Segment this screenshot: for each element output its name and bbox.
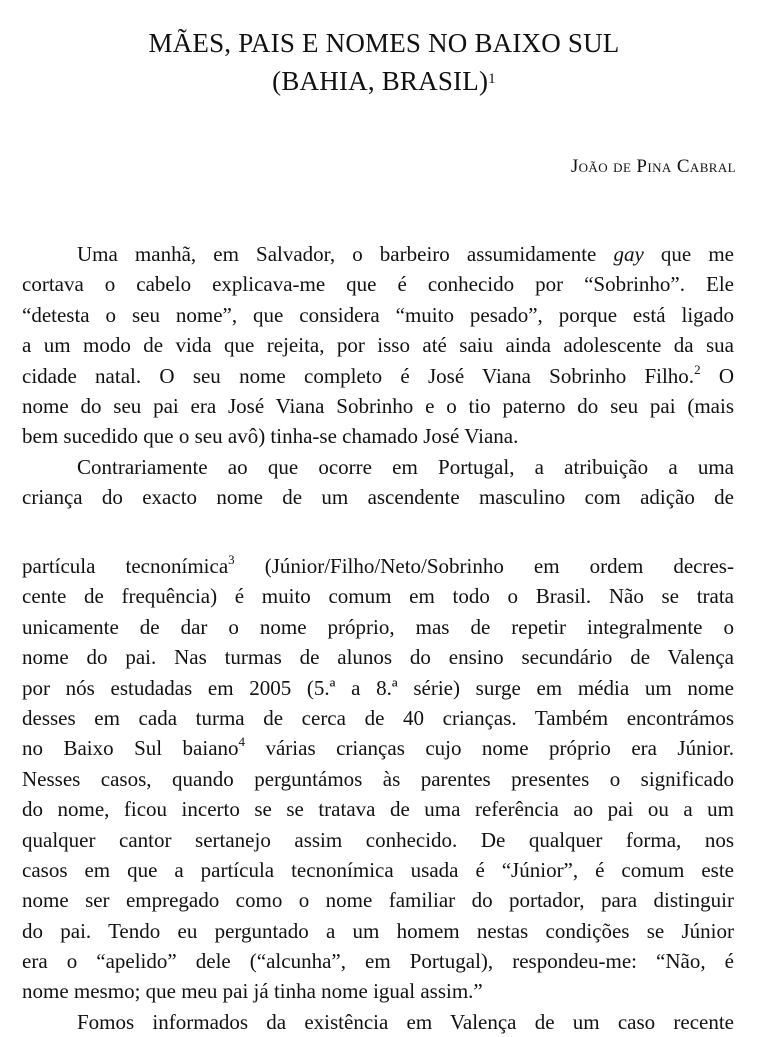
text-line: nome ser empregado como o nome familiar do portador, para distinguir	[22, 888, 734, 913]
text-line: qualquer cantor sertanejo assim conhecido. De qualquer forma, nos	[22, 827, 734, 852]
paragraph-block-1	[22, 239, 734, 513]
text-line: unicamente de dar o nome próprio, mas de repetir integralmente o	[22, 614, 734, 639]
article-title-line-2	[0, 64, 768, 98]
text-line: Uma manhã, em Salvador, o barbeiro assumidamente gay que me	[77, 242, 734, 266]
text-line: desses em cada turma de cerca de 40 crianças. Também encontrámos	[22, 705, 734, 730]
text-line: era o “apelido” dele (“alcunha”, em Portugal), respondeu-me: “Não, é	[22, 949, 734, 974]
author-name: João de Pina Cabral	[570, 156, 736, 177]
footnote-marker-3: 3	[228, 552, 235, 567]
footnote-marker-4: 4	[238, 734, 246, 750]
article-title-line-1	[0, 26, 768, 60]
text-line: Nesses casos, quando perguntámos às parentes presentes o significado	[22, 766, 734, 791]
title-footnote-marker: 1	[488, 71, 496, 87]
text-line: partícula tecnonímica$^3$ (Júnior/Filho/Neto/Sobrinho em ordem decres-	[22, 552, 734, 578]
text-line: cente de frequência) é muito comum em todo o Brasil. Não se trata	[22, 584, 734, 609]
text-line: a um modo de vida que rejeita, por isso até saiu ainda adolescente da sua	[22, 333, 734, 358]
text-line: nome mesmo; que meu pai já tinha nome igual assim.”	[22, 979, 483, 1004]
text-line: Fomos informados da existência em Valença de um caso recente	[77, 1009, 734, 1034]
italic-word: gay	[613, 242, 644, 266]
text-line: do nome, ficou incerto se se tratava de uma referência ao pai ou a um	[22, 797, 734, 822]
text-line: nome do pai. Nas turmas de alunos do ensino secundário de Valença	[22, 645, 734, 670]
text-line: criança do exacto nome de um ascendente masculino com adição de	[22, 485, 734, 510]
text-line: “detesta o seu nome”, que considera “muito pesado”, porque está ligado	[22, 302, 734, 327]
title-text-2: (BAHIA, BRASIL)	[272, 66, 489, 96]
text-line: no Baixo Sul baiano$^4$ várias crianças cujo nome próprio era Júnior.	[22, 734, 734, 761]
text-line: casos em que a partícula tecnonímica usada é “Júnior”, é comum este	[22, 857, 734, 882]
title-text-1: MÃES, PAIS E NOMES NO BAIXO SUL	[148, 28, 620, 58]
text-line: bem sucedido que o seu avô) tinha-se chamado José Viana.	[22, 424, 519, 449]
text-line: Contrariamente ao que ocorre em Portugal, a atribuição a uma	[77, 454, 734, 479]
text-line: cidade natal. O seu nome completo é José Viana Sobrinho Filho.$^2$ O	[22, 361, 734, 388]
text-line: cortava o cabelo explicava-me que é conhecido por “Sobrinho”. Ele	[22, 272, 734, 297]
text-line: nome do seu pai era José Viana Sobrinho e o tio paterno do seu pai (mais	[22, 393, 734, 418]
text-line: do pai. Tendo eu perguntado a um homem nestas condições se Júnior	[22, 918, 734, 943]
paragraph-block-2	[22, 551, 734, 1037]
text-line: por nós estudadas em 2005 (5.ª a 8.ª série) surge em média um nome	[22, 675, 734, 700]
footnote-marker-2: 2	[694, 361, 701, 377]
